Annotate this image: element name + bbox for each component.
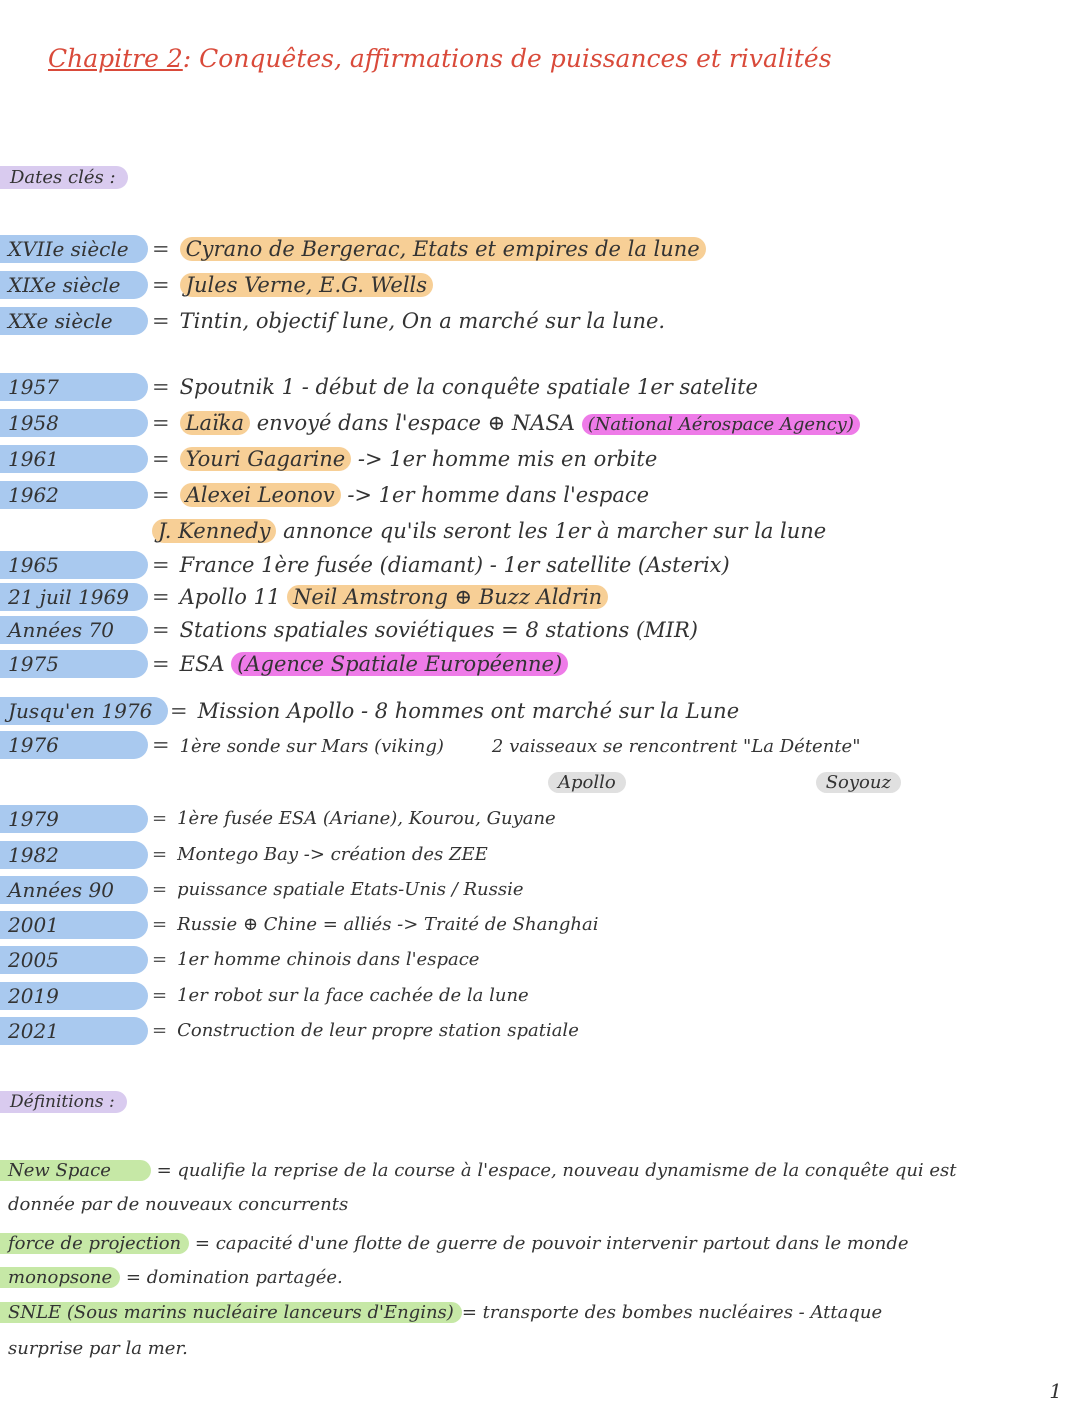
timeline-date: 1979 (0, 805, 148, 833)
timeline-date: 1975 (0, 650, 148, 678)
timeline-text: = Stations spatiales soviétiques = 8 stations (MIR) (152, 618, 698, 642)
definition-text: = qualifie la reprise de la course à l'espace, nouveau dynamisme de la conquête qui est (156, 1160, 957, 1181)
timeline-text: = Montego Bay -> création des ZEE (152, 844, 488, 865)
timeline-date: 1958 (0, 409, 148, 437)
timeline-date: 1965 (0, 551, 148, 579)
section-definitions-label: Définitions : (0, 1091, 127, 1113)
timeline-date: 2005 (0, 946, 148, 974)
timeline-text: J. Kennedy annonce qu'ils seront les 1er à marcher sur la lune (152, 516, 826, 546)
timeline-date: 2019 (0, 982, 148, 1010)
timeline-date: Années 70 (0, 616, 148, 644)
timeline-text: = 1ère sonde sur Mars (viking) 2 vaisseaux se rencontrent "La Détente" (152, 733, 861, 757)
timeline-text: = Laïka envoyé dans l'espace ⊕ NASA (National Aérospace Agency) (152, 408, 860, 438)
definition-item (8, 1233, 909, 1254)
timeline-text: = Spoutnik 1 - début de la conquête spatiale 1er satelite (152, 375, 758, 399)
definition-term: SNLE (Sous marins nucléaire lanceurs d'Engins) (0, 1302, 462, 1323)
section-dates-label: Dates clés : (0, 166, 128, 189)
timeline-date: 2021 (0, 1017, 148, 1045)
timeline-text: = 1er homme chinois dans l'espace (152, 949, 480, 970)
timeline-date: 1962 (0, 481, 148, 509)
timeline-text: = 1ère fusée ESA (Ariane), Kourou, Guyane (152, 808, 556, 829)
timeline-date: XXe siècle (0, 307, 148, 335)
timeline-text: = Cyrano de Bergerac, Etats et empires de la lune (152, 234, 706, 264)
page-title (48, 44, 832, 73)
definition-continuation: surprise par la mer. (8, 1338, 188, 1359)
definition-term: force de projection (0, 1233, 189, 1254)
timeline-date: Années 90 (0, 876, 148, 904)
definition-text: = domination partagée. (125, 1267, 343, 1288)
timeline-text: = France 1ère fusée (diamant) - 1er satellite (Asterix) (152, 553, 730, 577)
definition-term: New Space (0, 1160, 151, 1181)
definition-continuation: donnée par de nouveaux concurrents (8, 1194, 349, 1215)
timeline-date: 21 juil 1969 (0, 583, 148, 611)
timeline-date: XVIIe siècle (0, 235, 148, 263)
timeline-text: = Jules Verne, E.G. Wells (152, 270, 433, 300)
timeline-date: 1957 (0, 373, 148, 401)
chapter-label: Chapitre 2 (48, 44, 183, 73)
timeline-date: 2001 (0, 911, 148, 939)
timeline-text: Apollo Soyouz (548, 766, 901, 796)
page-number: 1 (1049, 1379, 1062, 1403)
timeline-text: = Tintin, objectif lune, On a marché sur la lune. (152, 309, 666, 333)
timeline-text: = Apollo 11 Neil Amstrong ⊕ Buzz Aldrin (152, 582, 608, 612)
definition-term: monopsone (0, 1267, 120, 1288)
timeline-text: = puissance spatiale Etats-Unis / Russie (152, 879, 524, 900)
definition-item (8, 1302, 882, 1323)
timeline-text: = Mission Apollo - 8 hommes ont marché sur la Lune (170, 699, 740, 723)
timeline-date: 1982 (0, 841, 148, 869)
definition-item (8, 1267, 343, 1288)
timeline-text: = 1er robot sur la face cachée de la lune (152, 985, 529, 1006)
timeline-text: = Construction de leur propre station spatiale (152, 1020, 579, 1041)
timeline-text: = Alexei Leonov -> 1er homme dans l'espace (152, 483, 650, 507)
timeline-text: = Youri Gagarine -> 1er homme mis en orbite (152, 447, 658, 471)
timeline-date: Jusqu'en 1976 (0, 697, 168, 725)
timeline-date: 1976 (0, 731, 148, 759)
definition-item (8, 1160, 957, 1181)
definition-text: = capacité d'une flotte de guerre de pouvoir intervenir partout dans le monde (194, 1233, 909, 1254)
timeline-date: XIXe siècle (0, 271, 148, 299)
chapter-title: : Conquêtes, affirmations de puissances et rivalités (182, 44, 832, 73)
definition-text: = transporte des bombes nucléaires - Attaque (461, 1302, 883, 1323)
timeline-date: 1961 (0, 445, 148, 473)
timeline-text: = Russie ⊕ Chine = alliés -> Traité de Shanghai (152, 914, 599, 935)
timeline-text: = ESA (Agence Spatiale Européenne) (152, 649, 568, 679)
